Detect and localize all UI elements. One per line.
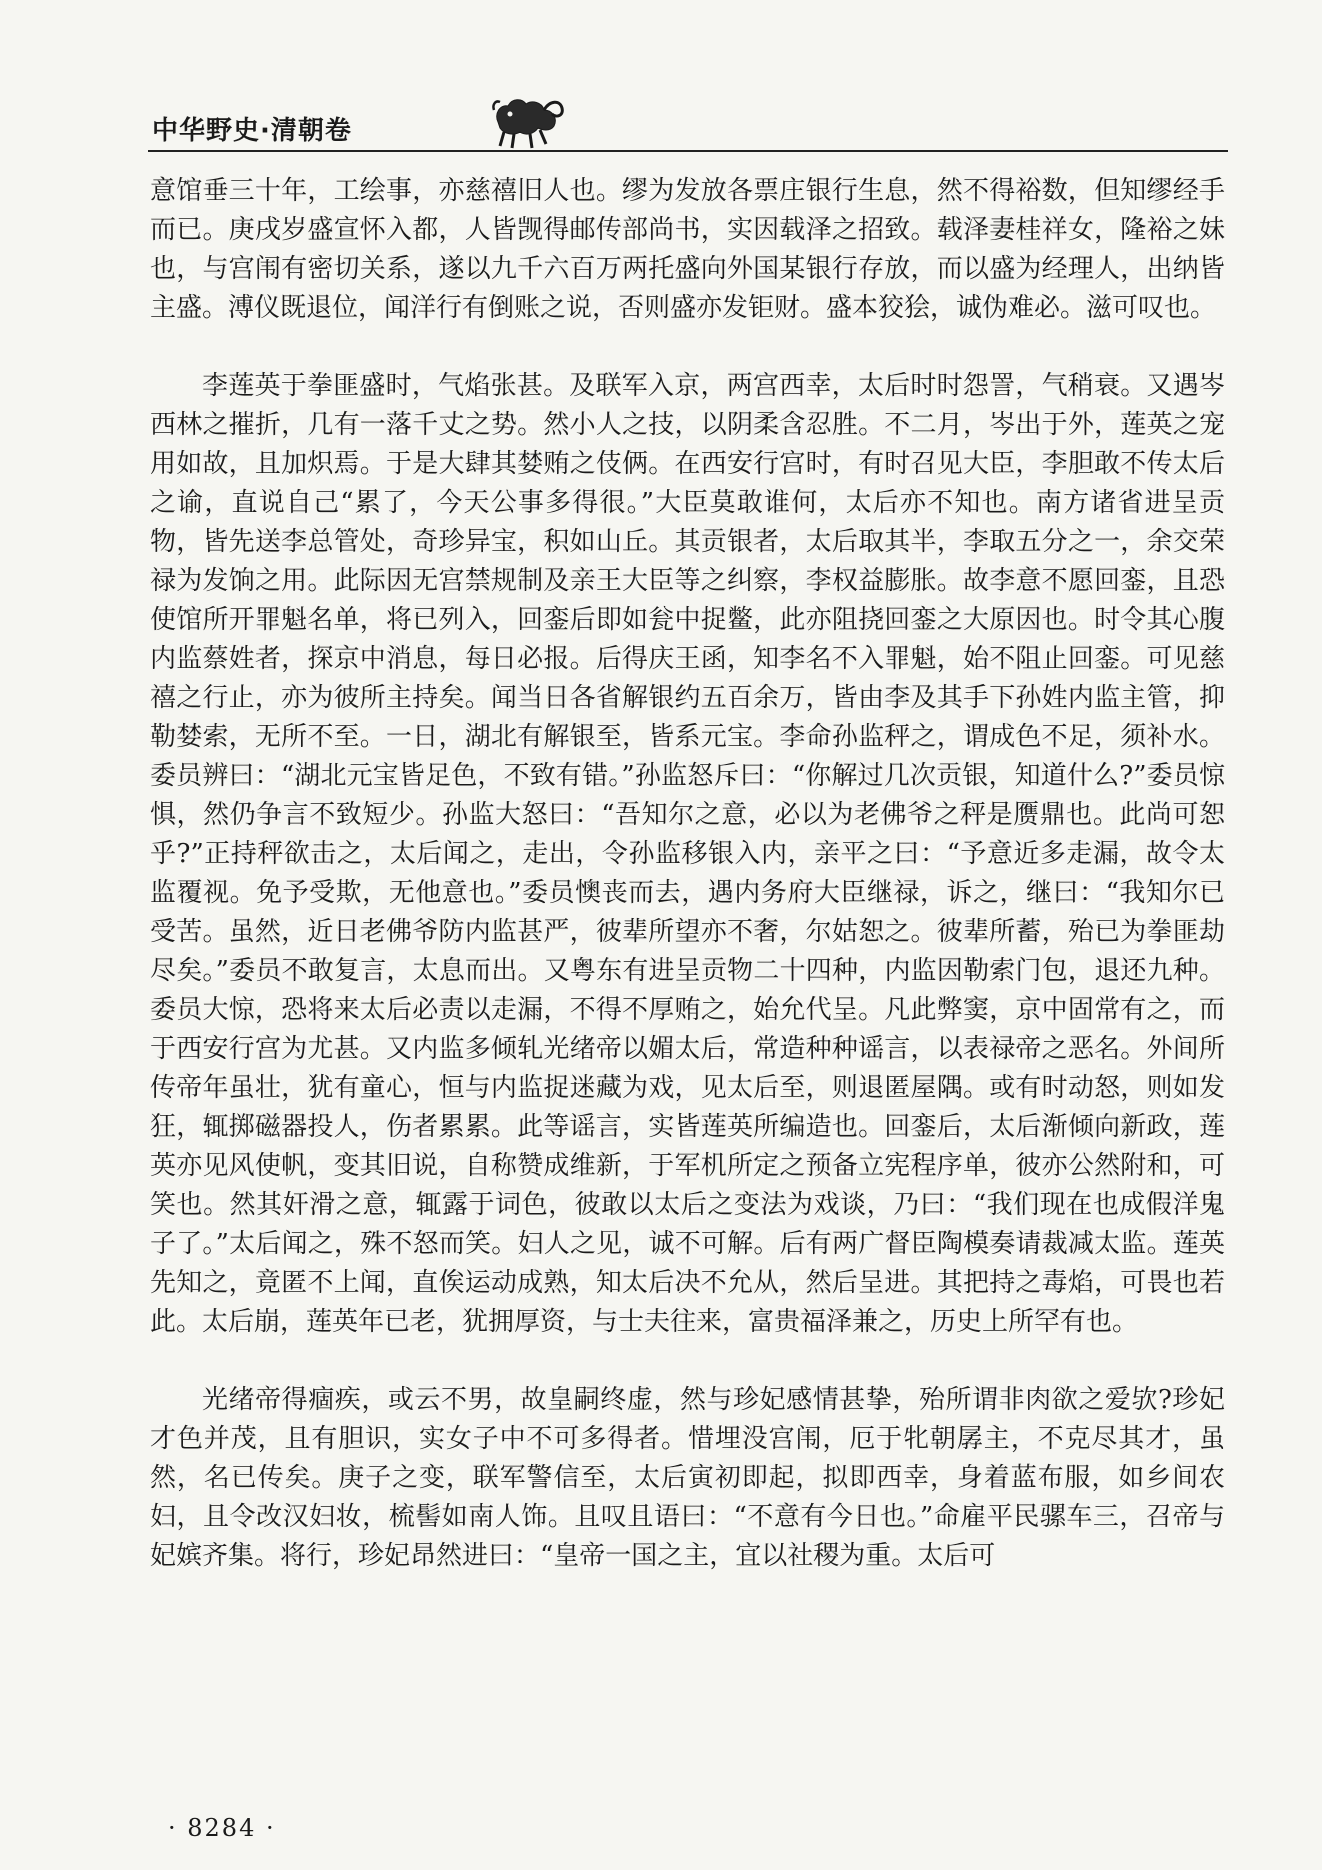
paragraph: 光绪帝得痼疾，或云不男，故皇嗣终虚，然与珍妃感情甚挚，殆所谓非肉欲之爱欤?珍妃才色并茂，且有胆识，实女子中不可多得者。惜埋没宫闱，厄于牝朝孱主，不克尽其才，虽然，名已传矣。庚子之变，联军警信至，太后寅初即起，拟即西幸，身着蓝布服，如乡间农妇，且令改汉妇妆，梳髻如南人饰。且叹且语曰：“不意有今日也。”命雇平民骡车三，召帝与妃嫔齐集。将行，珍妃昂然进曰：“皇帝一国之主，宜以社稷为重。太后可	[150, 1385, 1225, 1571]
body-text	[150, 172, 1225, 1576]
page-number: · 8284 ·	[168, 1814, 276, 1842]
qilin-beast-icon	[490, 92, 566, 150]
running-header	[148, 92, 1228, 152]
book-title: 中华野史·清朝卷	[152, 116, 352, 146]
paragraph: 李莲英于拳匪盛时，气焰张甚。及联军入京，两宫西幸，太后时时怨詈，气稍衰。又遇岑西林之摧折，几有一落千丈之势。然小人之技，以阴柔含忍胜。不二月，岑出于外，莲英之宠用如故，且加炽焉。于是大肆其婪贿之伎俩。在西安行宫时，有时召见大臣，李胆敢不传太后之谕，直说自己“累了，今天公事多得很。”大臣莫敢谁何，太后亦不知也。南方诸省进呈贡物，皆先送李总管处，奇珍异宝，积如山丘。其贡银者，太后取其半，李取五分之一，余交荣禄为发饷之用。此际因无宫禁规制及亲王大臣等之纠察，李权益膨胀。故李意不愿回銮，且恐使馆所开罪魁名单，将已列入，回銮后即如瓮中捉鳖，此亦阻挠回銮之大原因也。时令其心腹内监蔡姓者，探京中消息，每日必报。后得庆王函，知李名不入罪魁，始不阻止回銮。可见慈禧之行止，亦为彼所主持矣。闻当日各省解银约五百余万，皆由李及其手下孙姓内监主管，抑勒婪索，无所不至。一日，湖北有解银至，皆系元宝。李命孙监秤之，谓成色不足，须补水。委员辨曰：“湖北元宝皆足色，不致有错。”孙监怒斥曰：“你解过几次贡银，知道什么?”委员惊惧，然仍争言不致短少。孙监大怒曰：“吾知尔之意，必以为老佛爷之秤是赝鼎也。此尚可恕乎?”正持秤欲击之，太后闻之，走出，令孙监移银入内，亲平之曰：“予意近多走漏，故令太监覆视。免予受欺，无他意也。”委员懊丧而去，遇内务府大臣继禄，诉之，继曰：“我知尔已受苦。虽然，近日老佛爷防内监甚严，彼辈所望亦不奢，尔姑恕之。彼辈所蓄，殆已为拳匪劫尽矣。”委员不敢复言，太息而出。又粤东有进呈贡物二十四种，内监因勒索门包，退还九种。委员大惊，恐将来太后必责以走漏，不得不厚贿之，始允代呈。凡此弊窦，京中固常有之，而于西安行宫为尤甚。又内监多倾轧光绪帝以媚太后，常造种种谣言，以表禄帝之恶名。外间所传帝年虽壮，犹有童心，恒与内监捉迷藏为戏，见太后至，则退匿屋隅。或有时动怒，则如发狂，辄掷磁器投人，伤者累累。此等谣言，实皆莲英所编造也。回銮后，太后渐倾向新政，莲英亦见风使帆，变其旧说，自称赞成维新，于军机所定之预备立宪程序单，彼亦公然附和，可笑也。然其奸滑之意，辄露于词色，彼敢以太后之变法为戏谈，乃曰：“我们现在也成假洋鬼子了。”太后闻之，殊不怒而笑。妇人之见，诚不可解。后有两广督臣陶模奏请裁减太监。莲英先知之，竟匿不上闻，直俟运动成熟，知太后决不允从，然后呈进。其把持之毒焰，可畏也若此。太后崩，莲英年已老，犹拥厚资，与士夫往来，富贵福泽兼之，历史上所罕有也。	[150, 371, 1225, 1337]
paragraph: 意馆垂三十年，工绘事，亦慈禧旧人也。缪为发放各票庄银行生息，然不得裕数，但知缪经手而已。庚戌岁盛宣怀入都，人皆觊得邮传部尚书，实因载泽之招致。载泽妻桂祥女，隆裕之妹也，与宫闱有密切关系，遂以九千六百万两托盛向外国某银行存放，而以盛为经理人，出纳皆主盛。溥仪既退位，闻洋行有倒账之说，否则盛亦发钜财。盛本狡狯，诚伪难必。滋可叹也。	[150, 176, 1225, 323]
header-rule	[148, 150, 1228, 152]
